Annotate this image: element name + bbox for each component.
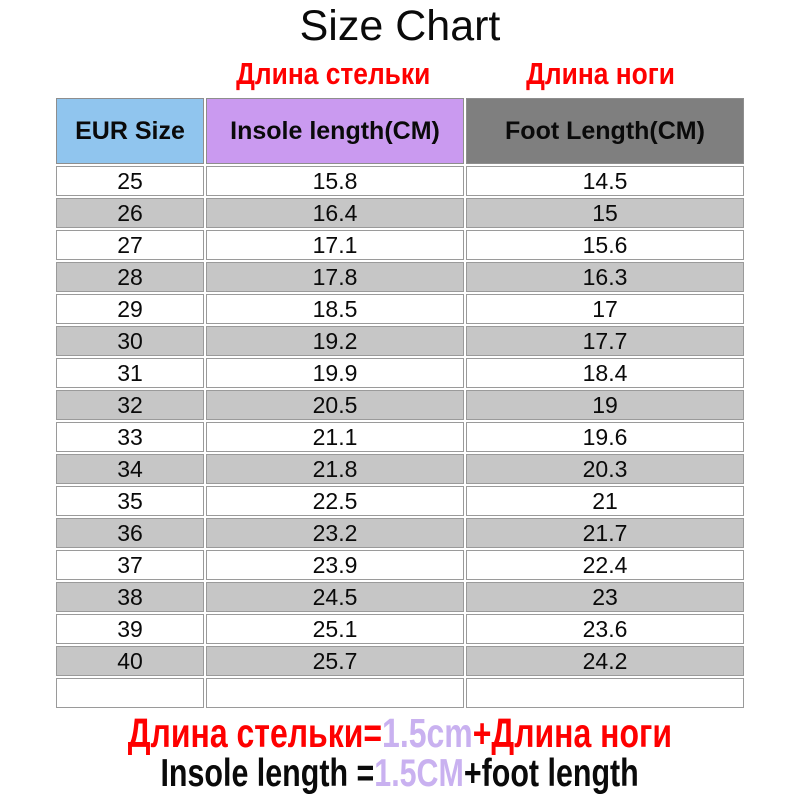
size-cell: 40 bbox=[56, 646, 204, 676]
size-cell: 34 bbox=[56, 454, 204, 484]
table-row bbox=[56, 262, 744, 292]
size-cell: 27 bbox=[56, 230, 204, 260]
size-cell: 39 bbox=[56, 614, 204, 644]
formula-en-text bbox=[161, 752, 639, 796]
table-row bbox=[56, 230, 744, 260]
size-cell: 17.8 bbox=[206, 262, 464, 292]
table-row bbox=[56, 678, 744, 708]
table-row bbox=[56, 358, 744, 388]
table-row bbox=[56, 294, 744, 324]
table-row bbox=[56, 486, 744, 516]
size-cell: 21.8 bbox=[206, 454, 464, 484]
size-cell: 15 bbox=[466, 198, 744, 228]
size-cell: 29 bbox=[56, 294, 204, 324]
insole-length-label-ru bbox=[204, 56, 462, 92]
size-cell bbox=[206, 678, 464, 708]
table-row bbox=[56, 326, 744, 356]
size-cell: 26 bbox=[56, 198, 204, 228]
size-cell: 28 bbox=[56, 262, 204, 292]
size-cell: 16.4 bbox=[206, 198, 464, 228]
size-cell: 19 bbox=[466, 390, 744, 420]
size-cell: 24.2 bbox=[466, 646, 744, 676]
size-cell: 25.7 bbox=[206, 646, 464, 676]
table-row bbox=[56, 454, 744, 484]
size-cell: 17.7 bbox=[466, 326, 744, 356]
size-cell: 20.3 bbox=[466, 454, 744, 484]
size-cell: 15.6 bbox=[466, 230, 744, 260]
insole-length-label-ru-text: Длина стельки bbox=[235, 56, 431, 91]
formula-ru-suffix: +Длина ноги bbox=[472, 710, 673, 756]
foot-length-label-ru bbox=[462, 56, 740, 92]
size-cell: 37 bbox=[56, 550, 204, 580]
formula-ru-highlight: 1.5cm bbox=[382, 710, 473, 756]
header-insole-length: Insole length(CM) bbox=[206, 98, 464, 164]
size-cell: 23 bbox=[466, 582, 744, 612]
size-cell: 18.4 bbox=[466, 358, 744, 388]
size-cell: 23.2 bbox=[206, 518, 464, 548]
size-cell: 23.6 bbox=[466, 614, 744, 644]
formula-ru bbox=[0, 710, 800, 757]
size-cell: 17 bbox=[466, 294, 744, 324]
page-title: Size Chart bbox=[299, 2, 501, 50]
size-cell: 17.1 bbox=[206, 230, 464, 260]
size-cell: 22.5 bbox=[206, 486, 464, 516]
size-cell: 21.7 bbox=[466, 518, 744, 548]
size-cell: 19.2 bbox=[206, 326, 464, 356]
size-table bbox=[54, 96, 746, 710]
header-eur-size: EUR Size bbox=[56, 98, 204, 164]
formula-en-highlight: 1.5CM bbox=[374, 752, 465, 795]
size-cell: 31 bbox=[56, 358, 204, 388]
formula-en-suffix: +foot length bbox=[464, 752, 640, 795]
size-cell: 25 bbox=[56, 166, 204, 196]
size-cell: 36 bbox=[56, 518, 204, 548]
size-cell: 21 bbox=[466, 486, 744, 516]
size-cell: 23.9 bbox=[206, 550, 464, 580]
size-cell: 30 bbox=[56, 326, 204, 356]
size-cell: 19.9 bbox=[206, 358, 464, 388]
table-row bbox=[56, 582, 744, 612]
formula-en bbox=[0, 752, 800, 796]
table-row bbox=[56, 646, 744, 676]
size-cell: 19.6 bbox=[466, 422, 744, 452]
table-row bbox=[56, 198, 744, 228]
size-cell bbox=[56, 678, 204, 708]
formula-ru-text bbox=[128, 710, 672, 757]
table-row bbox=[56, 614, 744, 644]
table-row bbox=[56, 422, 744, 452]
size-cell: 35 bbox=[56, 486, 204, 516]
size-cell bbox=[466, 678, 744, 708]
table-row bbox=[56, 518, 744, 548]
size-cell: 24.5 bbox=[206, 582, 464, 612]
size-cell: 16.3 bbox=[466, 262, 744, 292]
size-cell: 22.4 bbox=[466, 550, 744, 580]
table-header-row bbox=[56, 98, 744, 164]
size-cell: 20.5 bbox=[206, 390, 464, 420]
formula-en-prefix: Insole length = bbox=[160, 752, 375, 795]
size-cell: 18.5 bbox=[206, 294, 464, 324]
size-cell: 14.5 bbox=[466, 166, 744, 196]
size-cell: 38 bbox=[56, 582, 204, 612]
table-row bbox=[56, 166, 744, 196]
foot-length-label-ru-text: Длина ноги bbox=[526, 56, 676, 91]
formula-ru-prefix: Длина стельки= bbox=[127, 710, 383, 756]
size-cell: 32 bbox=[56, 390, 204, 420]
table-row bbox=[56, 550, 744, 580]
size-cell: 15.8 bbox=[206, 166, 464, 196]
header-foot-length: Foot Length(CM) bbox=[466, 98, 744, 164]
size-cell: 21.1 bbox=[206, 422, 464, 452]
size-cell: 33 bbox=[56, 422, 204, 452]
table-row bbox=[56, 390, 744, 420]
size-cell: 25.1 bbox=[206, 614, 464, 644]
